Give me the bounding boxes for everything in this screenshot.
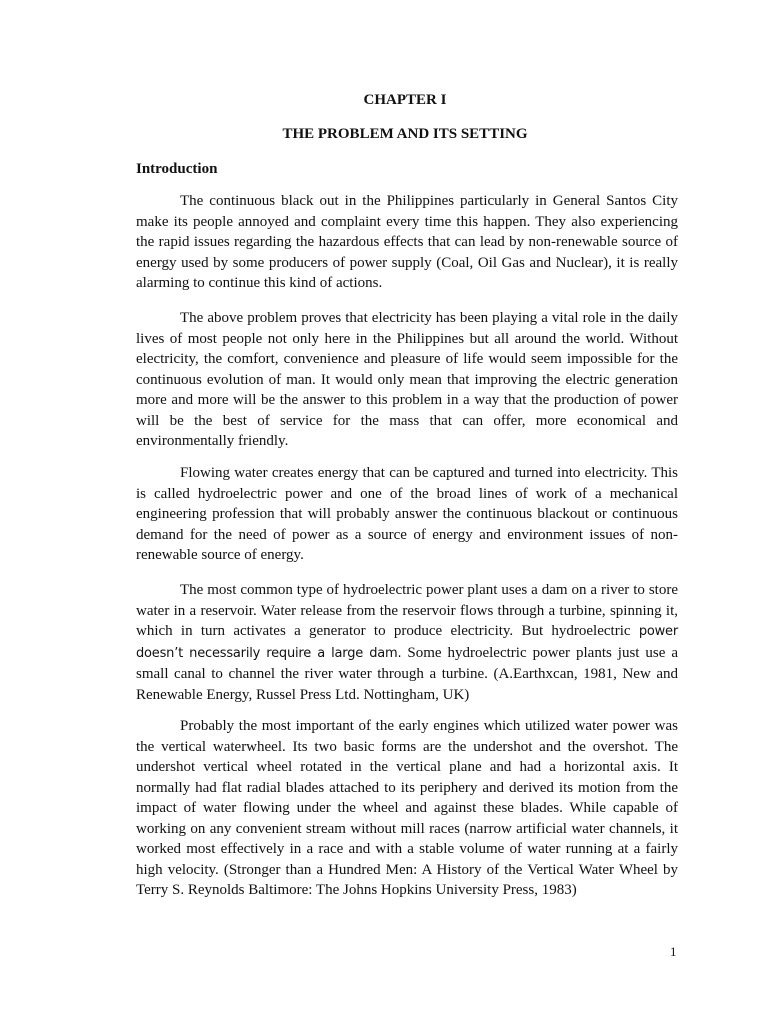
paragraph-4-sans-phrase: power doesn’t necessarily require a large dam. (136, 624, 678, 661)
paragraph-3: Flowing water creates energy that can be captured and turned into electricity. This is called hydroelectric power and one of the broad lines of work of a mechanical engineering profession that will probably answer the continuous blackout or continuous demand for the need of power as a source of energy and environment issues of non-renewable source of energy. (136, 465, 678, 563)
chapter-title: CHAPTER I (363, 92, 447, 108)
page-number: 1 (670, 944, 677, 959)
problem-title: THE PROBLEM AND ITS SETTING (282, 126, 528, 142)
paragraph-4 (136, 580, 678, 705)
paragraph-4-text-end: Some hydroelectric power plants just use a small canal to channel the river water through a turbine. (A.Earthxcan, 1981, New and Renewable Energy, Russel Press Ltd. Nottingham, UK) (136, 644, 679, 703)
paragraph-5: Probably the most important of the early engines which utilized water power was the vertical waterwheel. Its two basic forms are the undershot and the overshot. The undershot vertical wheel rotated in the vertical plane and had a horizontal axis. It normally had flat radial blades attached to its periphery and derived its motion from the impact of water flowing under the wheel and against these blades. While capable of working on any convenient stream without mill races (narrow artificial water channels, it worked most effectively in a race and with a stable volume of water running at a fairly high velocity. (Stronger than a Hundred Men: A History of the Vertical Water Wheel by Terry S. Reynolds Baltimore: The Johns Hopkins University Press, 1983) (136, 718, 678, 898)
paragraph-2: The above problem proves that electricity has been playing a vital role in the daily lives of most people not only here in the Philippines but all around the world. Without electricity, the comfort, convenience and pleasure of life would seem impossible for the continuous evolution of man. It would only mean that improving the electric generation more and more will be the answer to this problem in a way that the production of power will be the best of service for the mass that can offer, more economical and environmentally friendly. (136, 310, 678, 449)
paragraph-4-text-start: The most common type of hydroelectric power plant uses a dam on a river to store water in a reservoir. Water release from the reservoir flows through a turbine, spinning it, which in turn activates a generator to produce electricity. But hydroelectric (136, 582, 678, 639)
introduction-heading: Introduction (136, 161, 218, 177)
paragraph-1: The continuous black out in the Philippines particularly in General Santos City make its people annoyed and complaint every time this happen. They also experiencing the rapid issues regarding the hazardous effects that can lead by non-renewable source of energy used by some producers of power supply (Coal, Oil Gas and Nuclear), it is really alarming to continue this kind of actions. (136, 193, 678, 291)
